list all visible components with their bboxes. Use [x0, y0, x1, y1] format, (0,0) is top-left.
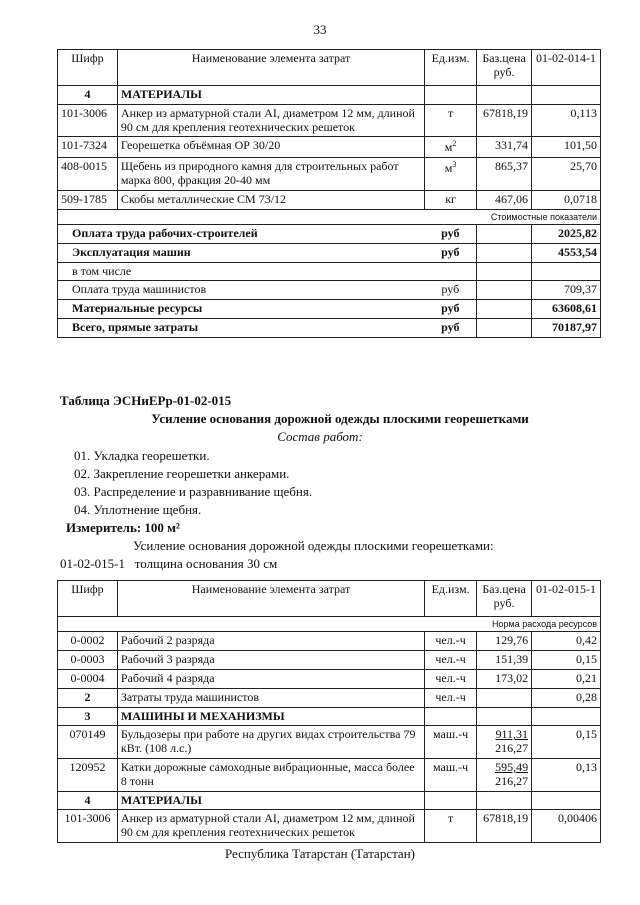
section-title: МАТЕРИАЛЫ: [117, 791, 424, 810]
summary-value: 709,37: [532, 281, 601, 300]
row-unit: чел.-ч: [425, 688, 477, 707]
cost-indicators-caption: Стоимостные показатели: [58, 209, 601, 224]
price-secondary: 216,27: [495, 741, 529, 756]
work-step: 03. Распределение и разравнивание щебня.: [74, 484, 313, 499]
row-value: 25,70: [532, 158, 601, 191]
summary-unit: руб: [425, 243, 477, 262]
row-code: 101-7324: [58, 137, 118, 158]
summary-unit: руб: [425, 300, 477, 319]
row-code: 120952: [58, 758, 118, 791]
summary-unit: руб: [425, 224, 477, 243]
measurer: Измеритель: 100 м²: [66, 520, 180, 535]
summary-row: [58, 300, 601, 319]
row-value: 0,21: [532, 669, 601, 688]
row-value: 0,15: [532, 651, 601, 670]
table-row: [58, 726, 601, 759]
row-unit: чел.-ч: [425, 651, 477, 670]
row-code: 101-3006: [58, 104, 118, 137]
row-price: 865,37: [477, 158, 532, 191]
row-unit: кг: [425, 190, 477, 209]
row-price: 129,76: [477, 632, 532, 651]
summary-value: 70187,97: [532, 318, 601, 337]
row-price: 67818,19: [477, 810, 532, 843]
row-unit: т: [425, 810, 477, 843]
table-row: [58, 632, 601, 651]
table-title: Таблица ЭСНиЕРр-01-02-015: [60, 393, 232, 408]
row-value: 0,113: [532, 104, 601, 137]
row-name: Георешетка объёмная ОР 30/20: [117, 137, 424, 158]
work-step: 01. Укладка георешетки.: [74, 448, 210, 463]
row-code: 0-0003: [58, 651, 118, 670]
row-name: Анкер из арматурной стали AI, диаметром 12 мм, длиной 90 см для крепления геотехнических решеток: [117, 810, 424, 843]
summary-label: Оплата труда машинистов: [58, 281, 425, 300]
row-value: 0,28: [532, 688, 601, 707]
summary-value: 4553,54: [532, 243, 601, 262]
section-number: 4: [58, 791, 118, 810]
row-unit: $м^3$: [425, 158, 477, 191]
row-name: Бульдозеры при работе на других видах строительства 79 кВт. (108 л.с.): [117, 726, 424, 759]
row-price: 331,74: [477, 137, 532, 158]
row-unit: чел.-ч: [425, 632, 477, 651]
table-row: [58, 651, 601, 670]
table-row: [58, 190, 601, 209]
table-row: [58, 669, 601, 688]
summary-value: 63608,61: [532, 300, 601, 319]
row-value: 0,13: [532, 758, 601, 791]
summary-label: Всего, прямые затраты: [58, 318, 425, 337]
row-name: Анкер из арматурной стали AI, диаметром 12 мм, длиной 90 см для крепления геотехнических решеток: [117, 104, 424, 137]
row-name: Рабочий 3 разряда: [117, 651, 424, 670]
col-header-unit: Ед.изм.: [425, 581, 477, 617]
section-number: 4: [58, 86, 118, 105]
row-code: 509-1785: [58, 190, 118, 209]
summary-row: [58, 318, 601, 337]
table-row: [58, 758, 601, 791]
row-value: 0,42: [532, 632, 601, 651]
summary-label: Эксплуатация машин: [58, 243, 425, 262]
row-unit: т: [425, 104, 477, 137]
row-price: 151,39: [477, 651, 532, 670]
col-header-unit: Ед.изм.: [425, 50, 477, 86]
summary-row: [58, 262, 601, 281]
row-name: Рабочий 2 разряда: [117, 632, 424, 651]
row-price: 67818,19: [477, 104, 532, 137]
row-price: 173,02: [477, 669, 532, 688]
code-line: 01-02-015-1 толщина основания 30 см: [60, 556, 278, 571]
work-step: 02. Закрепление георешетки анкерами.: [74, 466, 290, 481]
summary-unit: руб: [425, 281, 477, 300]
description: Усиление основания дорожной одежды плоскими георешетками:: [133, 538, 494, 553]
table-row: [58, 137, 601, 158]
summary-label: Оплата труда рабочих-строителей: [58, 224, 425, 243]
price-primary: 595,49: [495, 759, 529, 774]
table-row: [58, 158, 601, 191]
row-code: 2: [58, 688, 118, 707]
summary-row: [58, 243, 601, 262]
row-name: Катки дорожные самоходные вибрационные, масса более 8 тонн: [117, 758, 424, 791]
row-unit: маш.-ч: [425, 758, 477, 791]
price-secondary: 216,27: [495, 773, 529, 788]
section-title: МАШИНЫ И МЕХАНИЗМЫ: [117, 707, 424, 726]
row-code: 0-0004: [58, 669, 118, 688]
row-code: 101-3006: [58, 810, 118, 843]
summary-row: [58, 224, 601, 243]
row-name: Затраты труда машинистов: [117, 688, 424, 707]
resource-table-014: [57, 49, 601, 338]
row-unit: чел.-ч: [425, 669, 477, 688]
row-price: [477, 758, 532, 791]
summary-label: Материальные ресурсы: [58, 300, 425, 319]
row-price: [477, 726, 532, 759]
page-footer: Республика Татарстан (Татарстан): [225, 846, 415, 861]
row-value: 0,15: [532, 726, 601, 759]
col-header-price: Баз.цена руб.: [477, 581, 532, 617]
row-unit: маш.-ч: [425, 726, 477, 759]
table-row: [58, 810, 601, 843]
summary-unit: руб: [425, 318, 477, 337]
col-header-name: Наименование элемента затрат: [117, 50, 424, 86]
row-name: Щебень из природного камня для строительных работ марка 800, фракция 20-40 мм: [117, 158, 424, 191]
col-header-code: Шифр: [58, 50, 118, 86]
col-header-norm: 01-02-015-1: [532, 581, 601, 617]
row-price: 467,06: [477, 190, 532, 209]
section-title: МАТЕРИАЛЫ: [117, 86, 424, 105]
norm-caption: Норма расхода ресурсов: [58, 617, 601, 632]
composition-title: Состав работ:: [277, 429, 363, 444]
summary-label: в том числе: [58, 262, 425, 281]
resource-table-015: [57, 580, 601, 843]
col-header-norm: 01-02-014-1: [532, 50, 601, 86]
row-value: 0,0718: [532, 190, 601, 209]
row-code: 070149: [58, 726, 118, 759]
row-unit: $м^2$: [425, 137, 477, 158]
row-value: 101,50: [532, 137, 601, 158]
col-header-price: Баз.цена руб.: [477, 50, 532, 86]
table-subtitle: Усиление основания дорожной одежды плоскими георешетками: [151, 411, 529, 426]
table-row: [58, 688, 601, 707]
row-value: 0,00406: [532, 810, 601, 843]
price-primary: 911,31: [495, 727, 529, 742]
section-number: 3: [58, 707, 118, 726]
row-name: Скобы металлические СМ 73/12: [117, 190, 424, 209]
row-price: [477, 688, 532, 707]
work-step: 04. Уплотнение щебня.: [74, 502, 202, 517]
row-code: 0-0002: [58, 632, 118, 651]
page-number: 33: [313, 22, 327, 37]
row-name: Рабочий 4 разряда: [117, 669, 424, 688]
summary-row: [58, 281, 601, 300]
col-header-code: Шифр: [58, 581, 118, 617]
table-row: [58, 104, 601, 137]
row-code: 408-0015: [58, 158, 118, 191]
col-header-name: Наименование элемента затрат: [117, 581, 424, 617]
summary-value: 2025,82: [532, 224, 601, 243]
